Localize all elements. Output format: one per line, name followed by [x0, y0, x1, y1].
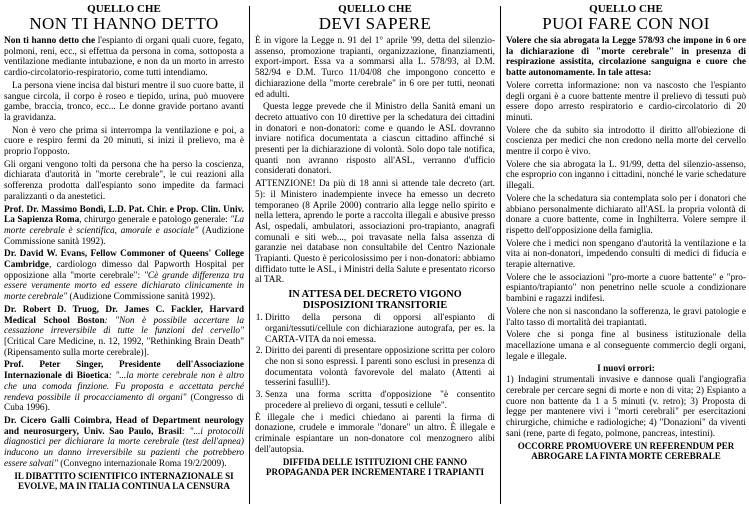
paragraph: Volere che sia abrogata la Legge 578/93 che impone in 6 ore la dichiarazione di "morte cerebrale" in presenza di respirazione assistita, circolazione sanguigna e cuore che batte autonomamente. In tale attesa:	[506, 36, 746, 79]
column-kicker: QUELLO CHE	[338, 3, 412, 15]
quote-coimbra: Dr. Cicero Galli Coimbra, Head of Department neurology and neurosurgery, Univ. Sao Paulo, Brasil: "...i protocolli diagnostici per dichiarare la morte cerebrale (test dell'apnea) inducono un danno irreversibile su pazienti che potrebbero essere salvati" (Convegno internazionale Roma 19/2/2009).	[4, 415, 244, 469]
column-non-ti-hanno-detto	[4, 3, 244, 507]
list-item: Volere che non si nascondano la sofferenza, le gravi patologie e l'alto tasso di mortalità dei trapiantati.	[506, 306, 746, 328]
paragraph: È illegale che i medici chiedano ai parenti la firma di donazione, crudele e immorale "donare" un altro. È illegale e criminale espiantare un non-donatore col menzognero alibi dell'autopsia.	[255, 412, 495, 455]
column-heading: NON TI HANNO DETTO	[29, 14, 219, 33]
paragraph: Gli organi vengono tolti da persona che ha perso la coscienza, dichiarata d'autorità in "morte cerebrale", le cui reazioni alla sofferenza prodotta dall'espianto sono impedite da farmaci paralizzanti o da anestetici.	[4, 159, 244, 202]
list-item: Volere che le associazioni "pro-morte a cuore battente" e "pro-espianto/trapianto" non penetrino nelle scuole a condizionare bambini e ragazzi indifesi.	[506, 272, 746, 305]
column-heading: DEVI SAPERE	[318, 14, 432, 33]
column-kicker: QUELLO CHE	[589, 3, 663, 15]
column-puoi-fare	[506, 3, 746, 507]
list-item: Volere che si ponga fine al business istituzionale della macellazione umana e al conseguente commercio degli organi, legale e illegale.	[506, 330, 746, 362]
column-kicker: QUELLO CHE	[87, 3, 161, 15]
subheading: IN ATTESA DEL DECRETO VIGONO DISPOSIZIONI TRANSITORIE	[288, 289, 462, 312]
paragraph: 1) Indagini strumentali invasive e dannose quali l'angiografia cerebrale per cercare segni di morte e non di vita; 2) Espianto a cuore non battente da 1 a 5 minuti (v. retro); 3) Proposta di legge per mantenere vivi i "morti cerebrali" per esercitazioni chirurgiche, chimiche e radiologiche; 4) "Donazioni" da viventi sani (rene, parte di fegato, polmone, pancreas, intestini).	[506, 375, 746, 439]
intro-paragraph: Non ti hanno detto che l'espianto di organi quali cuore, fegato, polmoni, reni, ecc., si effettua da persona in coma, sottoposta a ventilazione mediante intubazione, e non da un morto in arresto cardio-circolatorio-respiratorio, come tutti intendiamo.	[4, 36, 244, 79]
list-item: Volere che la schedatura sia contemplata solo per i donatori che abbiano personalmente dichiarato all'ASL la propria volontà di donare a cuore battente, come in Inghilterra. Volere sempre il rispetto dell'opposizione della famiglia.	[506, 193, 746, 236]
quote-evans: Dr. David W. Evans, Fellow Commoner of Queens' College Cambridge, cardiologo dimesso dal Papworth Hospital per opposizione alla "morte cerebrale": "Cè grande differenza tra essere veramente morto ed essere dichiarato clinicamente in morte cerebrale" (Audizione Commissione sanità 1992).	[4, 249, 244, 303]
closing-banner: IL DIBATTITO SCIENTIFICO INTERNAZIONALE SI EVOLVE, MA IN ITALIA CONTINUA LA CENSURA	[14, 471, 234, 492]
subheading: I nuovi orrori:	[597, 364, 655, 375]
closing-banner: OCCORRE PROMUOVERE UN REFERENDUM PER ABROGARE LA FINTA MORTE CEREBRALE	[517, 441, 735, 462]
list-item: Volere che i medici non spengano d'autorità la ventilazione e la vita ai non-donatori, impedendo consulti di medici di fiducia e terapie alternative.	[506, 238, 746, 271]
list-item: Volere corretta informazione: non va nascosto che l'espianto degli organi è a cuore battente mentre il prelievo di tessuti può essere dopo arresto respiratorio e cardio-circolatorio di 20 minuti.	[506, 80, 746, 123]
provisions-list	[255, 313, 495, 411]
quote-truog: Dr. Robert D. Truog, Dr. James C. Fackler, Harvard Medical School Boston: "Non è possibile accertare la cessazione irreversibile di tutte le funzioni del cervello" [Critical Care Medicine, n. 12, 1992, "Rethinking Brain Death" (Ripensamento sulla morte cerebrale)].	[4, 304, 244, 358]
quote-bondi: Prof. Dr. Massimo Bondì, L.D. Pat. Chir. e Prop. Clin. Univ. La Sapienza Roma, chirurgo generale e patologo generale: "La morte cerebrale è scientifica, amorale e asociale" (Audizione Commissione sanità 1992).	[4, 204, 244, 247]
list-item: Volere che sia abrogata la L. 91/99, detta del silenzio-assenso, che esproprio con inganno i cittadini, nonché le varie schedature illegali.	[506, 159, 746, 192]
list-item: 2. Diritto dei parenti di presentare opposizione scritta per coloro che non si sono espressi. I parenti sono esclusi in presenza di documentata volontà favorevole del malato (Attenti ai tesserini fasulli!).	[265, 346, 495, 389]
paragraph: La persona viene incisa dal bisturi mentre il suo cuore batte, il sangue circola, il corpo è roseo e tiepido, urina, può muovere gambe, braccia, tronco, ecc... Le donne gravide portano avanti la gravidanza.	[4, 80, 244, 123]
paragraph: Non è vero che prima si interrompa la ventilazione e poi, a cuore e respiro fermi da 20 minuti, si inizi il prelievo, ma è proprio l'opposto.	[4, 125, 244, 158]
list-item: 1. Diritto della persona di opporsi all'espianto di organi/tessuti/cellule con dichiarazione autografa, per es. la CARTA-VITA da noi emessa.	[265, 313, 495, 345]
quote-singer: Prof. Peter Singer, Presidente dell'Associazione Internazionale di Bioetica: "...la morte cerebrale non è altro che una comoda finzione. Fu proposta e accettata perché rendeva possibile il procacciamento di organi" (Congresso di Cuba 1996).	[4, 360, 244, 414]
paragraph: Questa legge prevede che il Ministro della Sanità emani un decreto attuativo con 10 direttive per la schedatura dei cittadini in donatori e non-donatori: come e quando le ASL dovranno inviare notifica documentata a ciascun cittadino affinché si presenti per la dichiarazione di volontà. Solo dopo tale notifica, quanti non avranno risposto all'ASL, verranno d'ufficio considerati donatori.	[255, 102, 495, 177]
closing-banner: DIFFIDA DELLE ISTITUZIONI CHE FANNO PROPAGANDA PER INCREMENTARE I TRAPIANTI	[265, 457, 484, 478]
column-heading: PUOI FARE CON NOI	[542, 14, 710, 33]
paragraph: È in vigore la Legge n. 91 del 1° aprile '99, detta del silenzio-assenso, promozione trapianti, organizzazione, finanziamenti, export-import. Essa va a sommarsi alla L. 578/93, al D.M. 582/94 e D.M. Turco 11/04/08 che impongono concetto e dichiarazione della "morte cerebrale" in 6 ore per tutti, neonati ed adulti.	[255, 36, 495, 100]
column-devi-sapere	[255, 3, 495, 507]
attention-paragraph: ATTENZIONE! Da più di 18 anni si attende tale decreto (art. 5): il Ministero inadempiente invece ha emesso un decreto temporaneo (8 Aprile 2000) contrario alla legge nello spirito e nella lettera, aprendo le porte a raccolta illegali e abusive presso Asl, ospedali, ambulatori, associazioni pro-trapianto, anagrafi comunali e siti web..., poi travasate nella falsa assenza di garanzie nei database non consultabile del Centro Nazionale Trapianti. Questo è pericolosissimo per i non-donatori: abbiamo diffidato tutte le ASL, i Ministri della Salute e presentato ricorso al TAR.	[255, 179, 495, 286]
column-divider	[249, 6, 250, 504]
list-item: Volere che da subito sia introdotto il diritto all'obiezione di coscienza per medici che non credono nella morte del cervello mentre il corpo è vivo.	[506, 125, 746, 158]
column-divider	[500, 6, 501, 504]
list-item: 3. Senza una forma scritta d'opposizione "è consentito procedere al prelievo di organi, tessuti e cellule".	[265, 390, 495, 411]
